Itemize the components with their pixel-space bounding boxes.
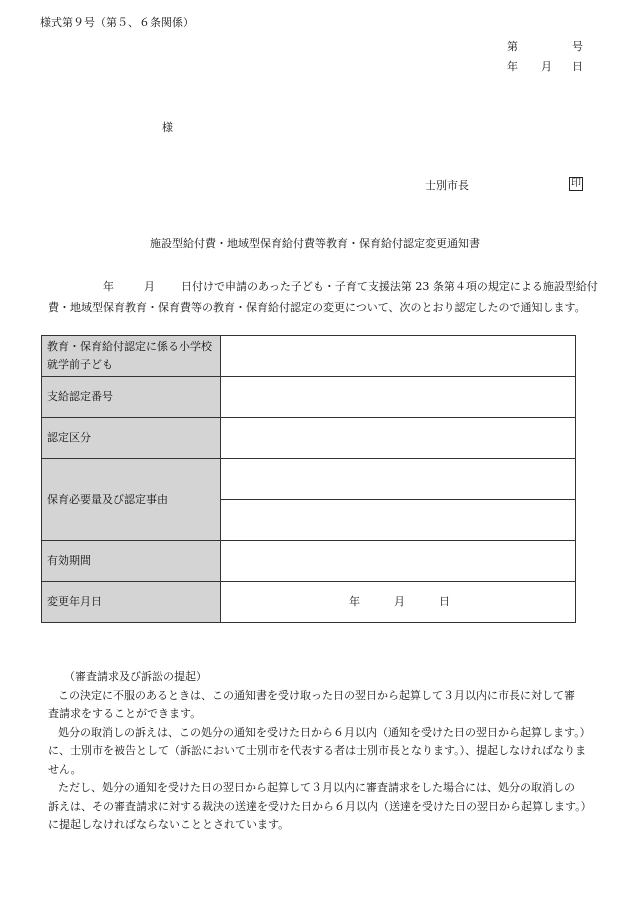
row-label-certification-category: 認定区分 xyxy=(42,418,221,459)
row-label-child-line1: 教育・保育給付認定に係る小学校 xyxy=(47,340,212,353)
intro-line-1-text: 日付けで申請のあった子ども・子育て支援法第 23 条第４項の規定による施設型給付 xyxy=(181,280,598,293)
table-row xyxy=(42,541,576,582)
row-label-change-date: 変更年月日 xyxy=(42,582,221,623)
notice-heading: （審査請求及び訴訟の提起） xyxy=(64,670,207,683)
notice-line: 処分の取消しの訴えは、この処分の通知を受けた日から６月以内（通知を受けた日の翌日から起算します。） xyxy=(58,725,591,739)
certification-reason-cell[interactable] xyxy=(221,500,576,541)
change-date-month: 月 xyxy=(394,595,405,609)
change-date-year: 年 xyxy=(349,595,360,609)
issuer-title: 士別市長 xyxy=(425,179,469,192)
recipient-honorific: 様 xyxy=(162,121,173,134)
table-row xyxy=(42,377,576,418)
notice-line: 査請求をすることができます。 xyxy=(48,707,202,720)
table-row xyxy=(42,459,576,500)
child-value-cell[interactable] xyxy=(221,336,576,377)
seal-mark: 印 xyxy=(571,178,581,189)
issue-date-day: 日 xyxy=(572,60,583,73)
table-row xyxy=(42,336,576,377)
row-label-child-line2: 就学前子ども xyxy=(47,358,113,371)
intro-line-1 xyxy=(48,276,598,297)
change-date-day: 日 xyxy=(439,595,450,609)
issue-date-month: 月 xyxy=(541,60,552,73)
intro-month: 月 xyxy=(144,280,155,293)
appeal-notice xyxy=(48,668,592,835)
notice-line: この決定に不服のあるときは、この通知書を受け取った日の翌日から起算して３月以内に市長に対して審 xyxy=(58,688,575,702)
certification-table xyxy=(41,335,576,623)
row-label-validity-period: 有効期間 xyxy=(42,541,221,582)
row-label-child xyxy=(42,336,221,377)
document-number-suffix: 号 xyxy=(572,40,583,53)
notice-line: せん。 xyxy=(48,762,82,776)
document-number-label: 第 xyxy=(507,40,518,53)
notice-line: に提起しなければならないこととされています。 xyxy=(48,818,290,831)
change-date-cell[interactable] xyxy=(221,582,576,623)
notice-line: ただし、処分の通知を受けた日の翌日から起算して３月以内に審査請求をした場合には、処分の取消しの xyxy=(58,781,575,794)
form-number: 様式第９号（第５、６条関係） xyxy=(40,16,194,29)
childcare-amount-cell[interactable] xyxy=(221,459,576,500)
notice-line: 訴えは、その審査請求に対する裁決の送達を受けた日から６月以内（送達を受けた日の翌日から起算します。） xyxy=(48,799,592,813)
row-label-certification-number: 支給認定番号 xyxy=(42,377,221,418)
intro-paragraph xyxy=(48,276,598,318)
certification-category-cell[interactable] xyxy=(221,418,576,459)
issue-date-year: 年 xyxy=(507,60,518,73)
row-label-childcare-need: 保育必要量及び認定事由 xyxy=(42,459,221,541)
document-title: 施設型給付費・地域型保育給付費等教育・保育給付認定変更通知書 xyxy=(150,237,480,250)
table-row xyxy=(42,582,576,623)
certification-number-cell[interactable] xyxy=(221,377,576,418)
intro-year: 年 xyxy=(103,280,114,293)
intro-line-2: 費・地域型保育教育・保育費等の教育・保育給付認定の変更について、次のとおり認定したので通知します。 xyxy=(48,301,586,314)
table-row xyxy=(42,418,576,459)
validity-period-cell[interactable] xyxy=(221,541,576,582)
notice-line: に、士別市を被告として（訴訟において士別市を代表する者は士別市長となります。）、提起しなければなりま xyxy=(48,744,587,757)
